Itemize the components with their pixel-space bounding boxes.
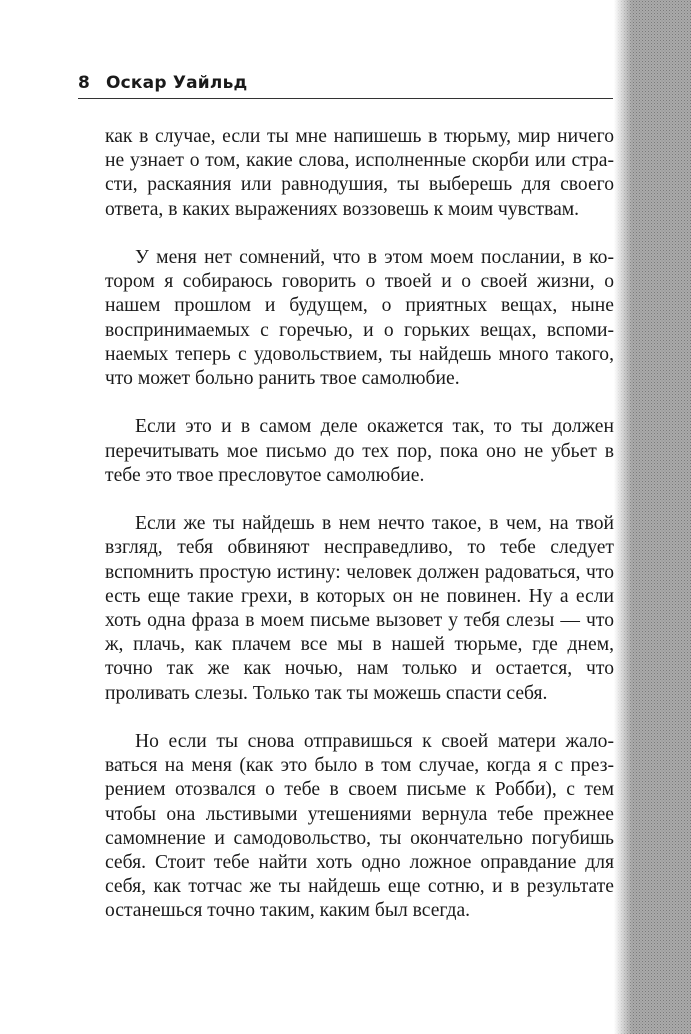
paragraph-1: как в случае, если ты мне напишешь в тюрьму, мир ничего не узнает о том, какие слова, исполненные скорби или страсти, раскаяния или равнодушия, ты выберешь для своего ответа, в каких выражениях воззовешь к моим чувствам. [105,126,614,220]
running-title: Оскар Уайльд [106,73,248,93]
page-edge-pattern [614,0,691,1034]
paragraph-5: Но если ты снова отправишься к своей матери жаловаться на меня (как это было в том случае, когда я с презрением отозвался о тебе в своем письме к Робби), с тем чтобы она льстивыми утешениями вернула тебе прежнее самомнение и самодовольство, ты окончательно погубишь себя. Стоит тебе найти хоть одно ложное оправдание для себя, как тотчас же ты найдешь еще сотню, и в результате останешься точно таким, каким был всегда. [105,731,614,922]
running-header [78,72,613,99]
paragraph-4: Если же ты найдешь в нем нечто такое, в чем, на твой взгляд, тебя обвиняют несправедливо, то тебе следует вспомнить простую истину: человек должен радоваться, что есть еще такие грехи, в которых он не повинен. Ну а если хоть одна фраза в моем письме вызовет у тебя слезы — что ж, плачь, как плачем все мы в нашей тюрьме, где днем, точно так же как ночью, нам только и остается, что проливать слезы. Только так ты можешь спасти себя. [105,513,614,704]
paragraph-3: Если это и в самом деле окажется так, то ты должен перечитывать мое письмо до тех пор, пока оно не убьет в тебе это твое пресловутое самолюбие. [105,416,614,486]
page-number: 8 [78,73,91,93]
text-body [105,125,614,948]
paragraph-2: У меня нет сомнений, что в этом моем послании, в котором я собираюсь говорить о твоей и о своей жизни, о нашем прошлом и будущем, о приятных вещах, ныне воспринимаемых с горечью, и о горьких вещах, вспоминаемых теперь с удовольствием, ты найдешь много такого, что может больно ранить твое самолюбие. [105,247,614,390]
